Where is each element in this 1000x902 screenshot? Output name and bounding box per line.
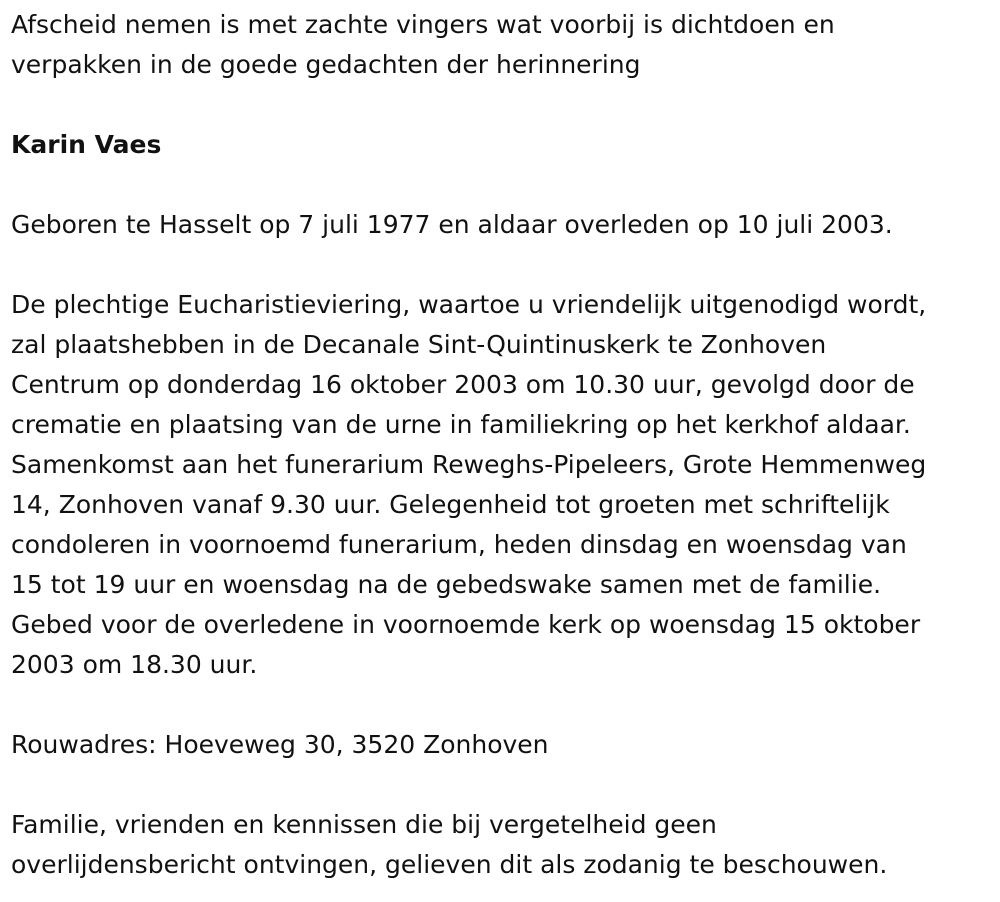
deceased-name: Karin Vaes xyxy=(11,130,162,159)
ceremony-line: Gebed voor de overledene in voornoemde kerk op woensdag 15 oktober xyxy=(11,610,921,639)
ceremony-line: crematie en plaatsing van de urne in familiekring op het kerkhof aldaar. xyxy=(11,410,911,439)
obituary-document xyxy=(11,5,991,885)
address-paragraph xyxy=(11,725,991,765)
birth-death-line: Geboren te Hasselt op 7 juli 1977 en aldaar overleden op 10 juli 2003. xyxy=(11,210,893,239)
ceremony-line: 14, Zonhoven vanaf 9.30 uur. Gelegenheid tot groeten met schriftelijk xyxy=(11,490,890,519)
birth-death-paragraph xyxy=(11,205,991,245)
ceremony-line: condoleren in voornoemd funerarium, heden dinsdag en woensdag van xyxy=(11,530,907,559)
closing-line: Familie, vrienden en kennissen die bij vergetelheid geen xyxy=(11,810,717,839)
quote-line: Afscheid nemen is met zachte vingers wat voorbij is dichtdoen en xyxy=(11,10,835,39)
ceremony-line: zal plaatshebben in de Decanale Sint-Quintinuskerk te Zonhoven xyxy=(11,330,827,359)
ceremony-line: De plechtige Eucharistieviering, waartoe u vriendelijk uitgenodigd wordt, xyxy=(11,290,927,319)
quote-paragraph xyxy=(11,5,991,85)
ceremony-line: 2003 om 18.30 uur. xyxy=(11,650,258,679)
quote-line: verpakken in de goede gedachten der herinnering xyxy=(11,50,641,79)
address-line: Rouwadres: Hoeveweg 30, 3520 Zonhoven xyxy=(11,730,549,759)
closing-paragraph xyxy=(11,805,991,885)
ceremony-line: Centrum op donderdag 16 oktober 2003 om 10.30 uur, gevolgd door de xyxy=(11,370,915,399)
ceremony-line: 15 tot 19 uur en woensdag na de gebedswake samen met de familie. xyxy=(11,570,882,599)
closing-line: overlijdensbericht ontvingen, gelieven dit als zodanig te beschouwen. xyxy=(11,850,888,879)
ceremony-paragraph xyxy=(11,285,991,685)
ceremony-line: Samenkomst aan het funerarium Reweghs-Pipeleers, Grote Hemmenweg xyxy=(11,450,927,479)
